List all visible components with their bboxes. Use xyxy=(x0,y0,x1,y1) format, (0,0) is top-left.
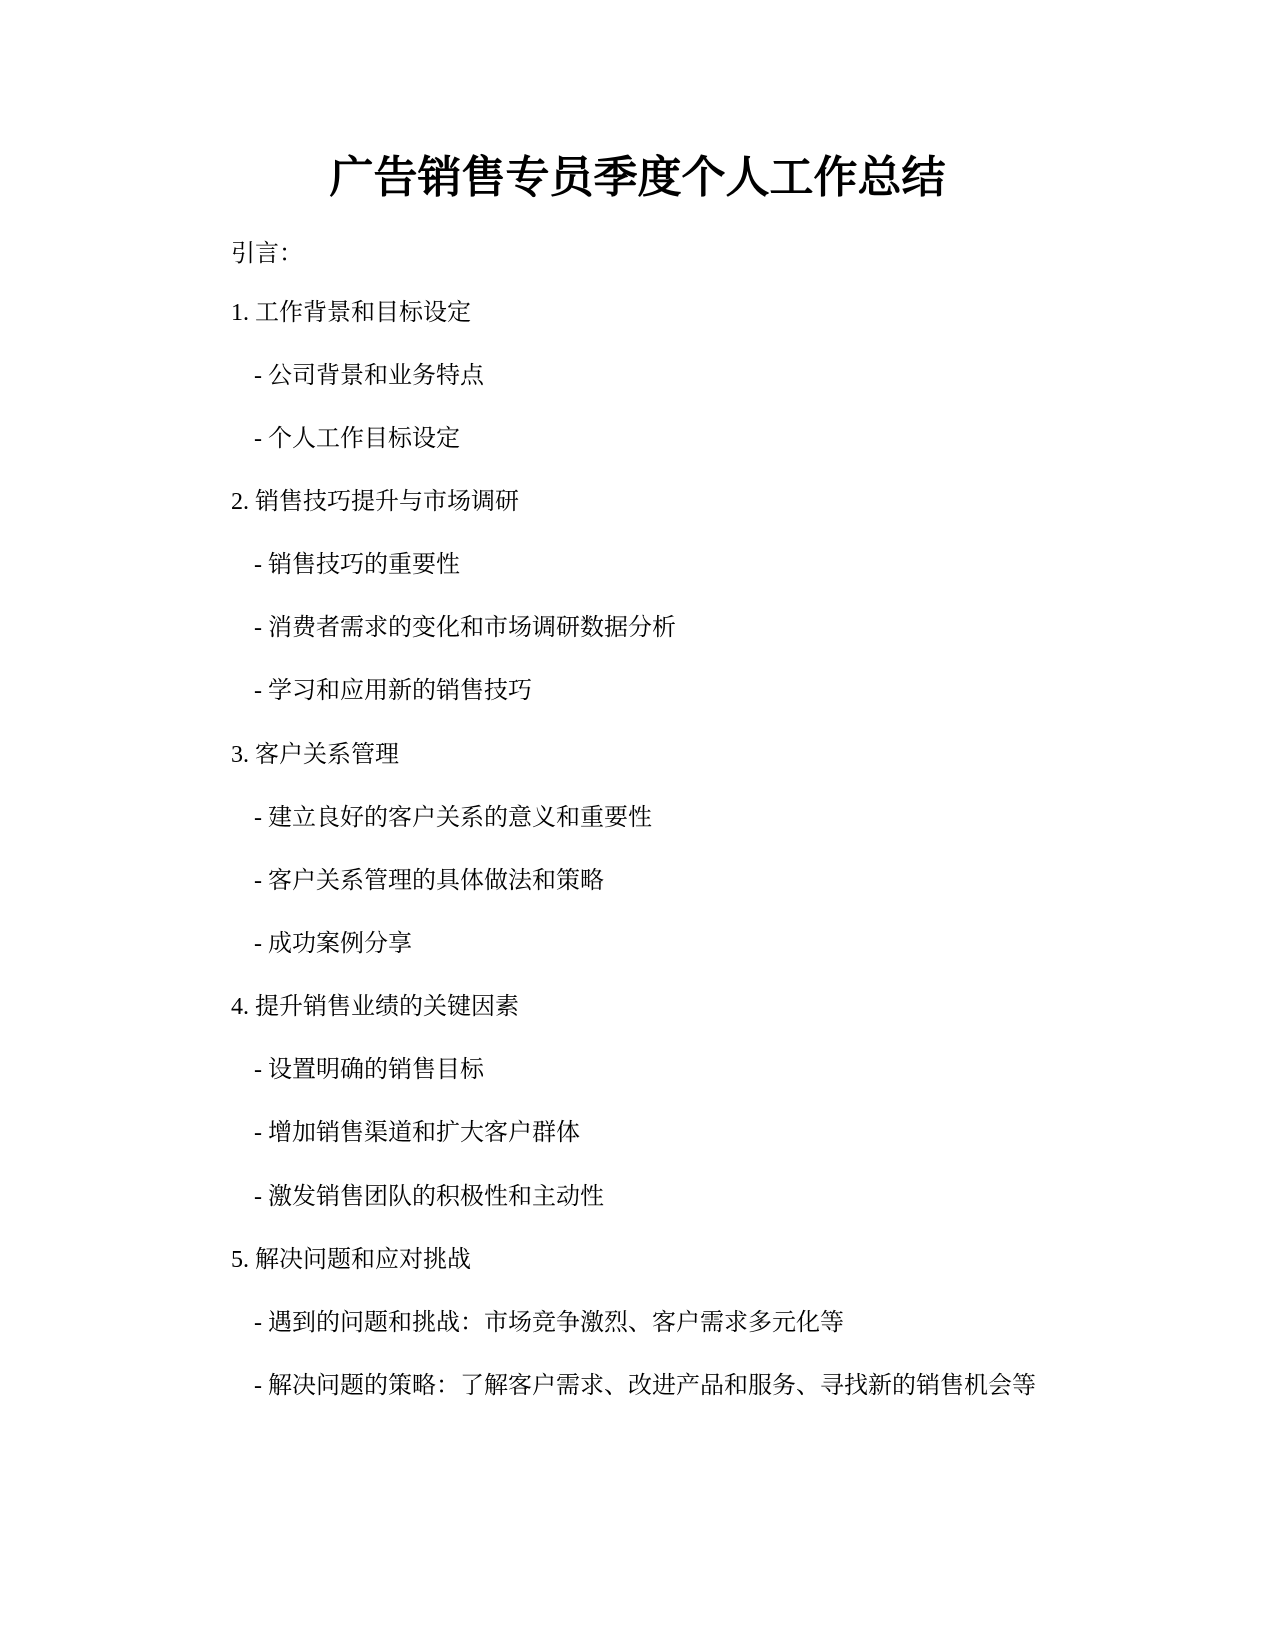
document-title: 广告销售专员季度个人工作总结 xyxy=(329,152,946,203)
section-2-item-3: - 学习和应用新的销售技巧 xyxy=(254,678,532,704)
section-3-item-3: - 成功案例分享 xyxy=(254,931,412,957)
section-heading-5: 5. 解决问题和应对挑战 xyxy=(231,1247,471,1273)
section-heading-2: 2. 销售技巧提升与市场调研 xyxy=(231,489,519,515)
section-heading-4: 4. 提升销售业绩的关键因素 xyxy=(231,994,519,1020)
section-heading-1: 1. 工作背景和目标设定 xyxy=(231,300,471,326)
section-1-item-1: - 公司背景和业务特点 xyxy=(254,363,484,389)
section-4-item-2: - 增加销售渠道和扩大客户群体 xyxy=(254,1120,580,1146)
section-3-item-1: - 建立良好的客户关系的意义和重要性 xyxy=(254,805,652,831)
section-2-item-2: - 消费者需求的变化和市场调研数据分析 xyxy=(254,615,676,641)
section-2-item-1: - 销售技巧的重要性 xyxy=(254,552,460,578)
section-5-item-2: - 解决问题的策略：了解客户需求、改进产品和服务、寻找新的销售机会等 xyxy=(254,1373,1036,1399)
section-3-item-2: - 客户关系管理的具体做法和策略 xyxy=(254,868,604,894)
section-1-item-2: - 个人工作目标设定 xyxy=(254,426,460,452)
section-heading-3: 3. 客户关系管理 xyxy=(231,742,399,768)
section-5-item-1: - 遇到的问题和挑战：市场竞争激烈、客户需求多元化等 xyxy=(254,1310,844,1336)
section-4-item-1: - 设置明确的销售目标 xyxy=(254,1057,484,1083)
intro-label: 引言： xyxy=(231,241,303,267)
section-4-item-3: - 激发销售团队的积极性和主动性 xyxy=(254,1184,604,1210)
